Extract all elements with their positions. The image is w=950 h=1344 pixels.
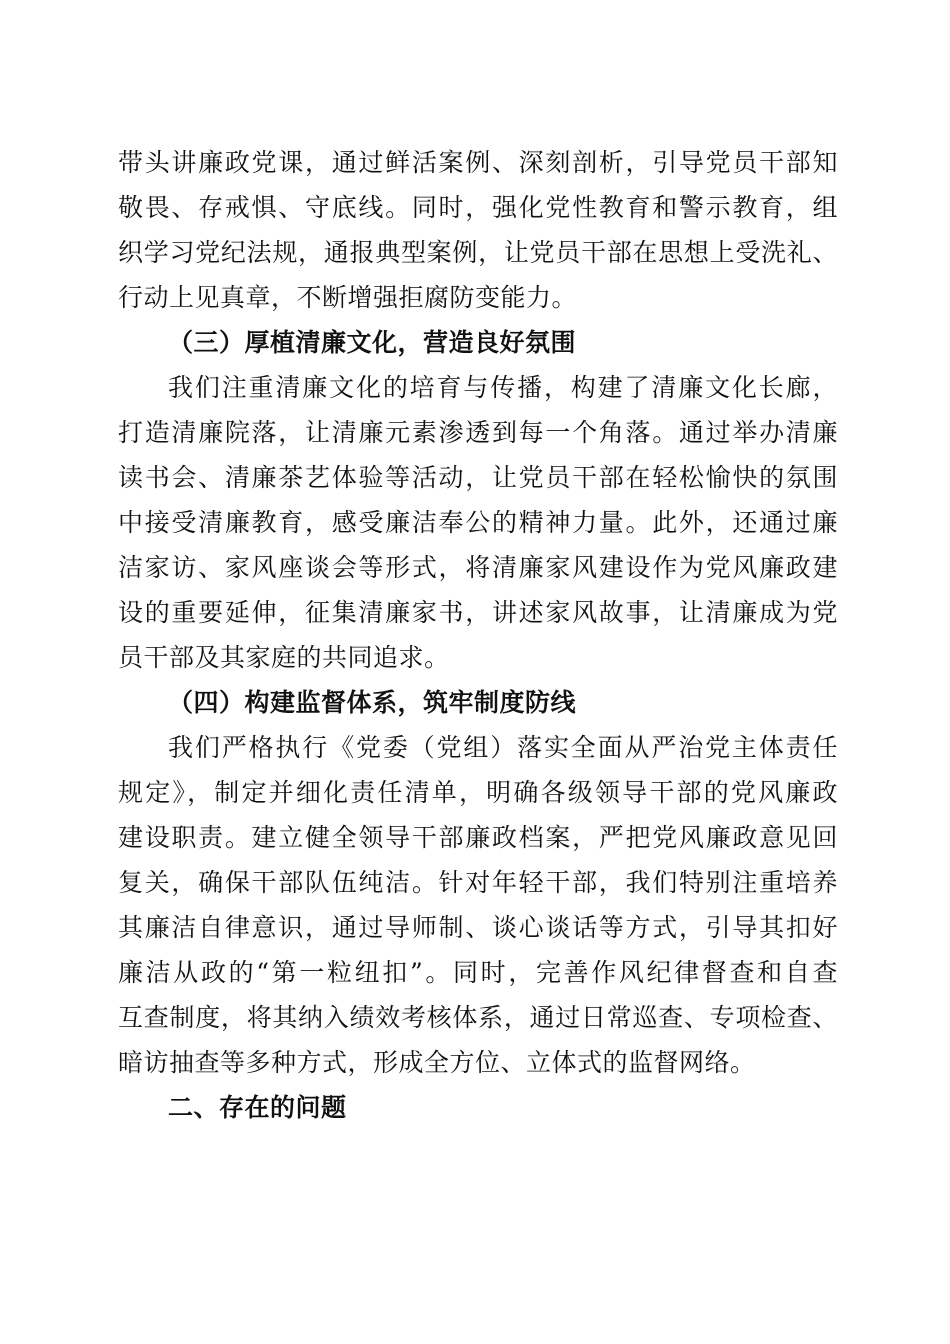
paragraph-line: 其廉洁自律意识，通过导师制、谈心谈话等方式，引导其扣好 (118, 913, 838, 942)
paragraph-line: 建设职责。建立健全领导干部廉政档案，严把党风廉政意见回 (118, 823, 838, 852)
paragraph-line: 中接受清廉教育，感受廉洁奉公的精神力量。此外，还通过廉 (118, 508, 838, 537)
paragraph-line: 设的重要延伸，征集清廉家书，讲述家风故事，让清廉成为党 (118, 598, 838, 627)
paragraph-line: 敬畏、存戒惧、守底线。同时，强化党性教育和警示教育，组 (118, 193, 838, 222)
paragraph-line: 规定》，制定并细化责任清单，明确各级领导干部的党风廉政 (118, 778, 838, 807)
paragraph-line: 暗访抽查等多种方式，形成全方位、立体式的监督网络。 (118, 1048, 756, 1077)
paragraph-line: 带头讲廉政党课，通过鲜活案例、深刻剖析，引导党员干部知 (118, 148, 838, 177)
paragraph-line: 行动上见真章，不断增强拒腐防变能力。 (118, 283, 578, 312)
paragraph-line: 读书会、清廉茶艺体验等活动，让党员干部在轻松愉快的氛围 (118, 463, 838, 492)
section-two-heading: 二、存在的问题 (168, 1093, 347, 1122)
paragraph-line: 复关，确保干部队伍纯洁。针对年轻干部，我们特别注重培养 (118, 868, 838, 897)
paragraph-line: 我们注重清廉文化的培育与传播，构建了清廉文化长廊， (168, 373, 838, 402)
paragraph-line: 打造清廉院落，让清廉元素渗透到每一个角落。通过举办清廉 (118, 418, 838, 447)
paragraph-line: 洁家访、家风座谈会等形式，将清廉家风建设作为党风廉政建 (118, 553, 838, 582)
paragraph-line: 我们严格执行《党委（党组）落实全面从严治党主体责任 (168, 733, 838, 762)
section-3-heading: （三）厚植清廉文化，营造良好氛围 (168, 328, 577, 357)
paragraph-line: 互查制度，将其纳入绩效考核体系，通过日常巡查、专项检查、 (118, 1003, 838, 1032)
paragraph-line: 员干部及其家庭的共同追求。 (118, 643, 450, 672)
section-4-heading: （四）构建监督体系，筑牢制度防线 (168, 688, 577, 717)
paragraph-line: 织学习党纪法规，通报典型案例，让党员干部在思想上受洗礼、 (118, 238, 838, 267)
paragraph-line: 廉洁从政的“第一粒纽扣”。同时，完善作风纪律督查和自查 (118, 958, 838, 987)
